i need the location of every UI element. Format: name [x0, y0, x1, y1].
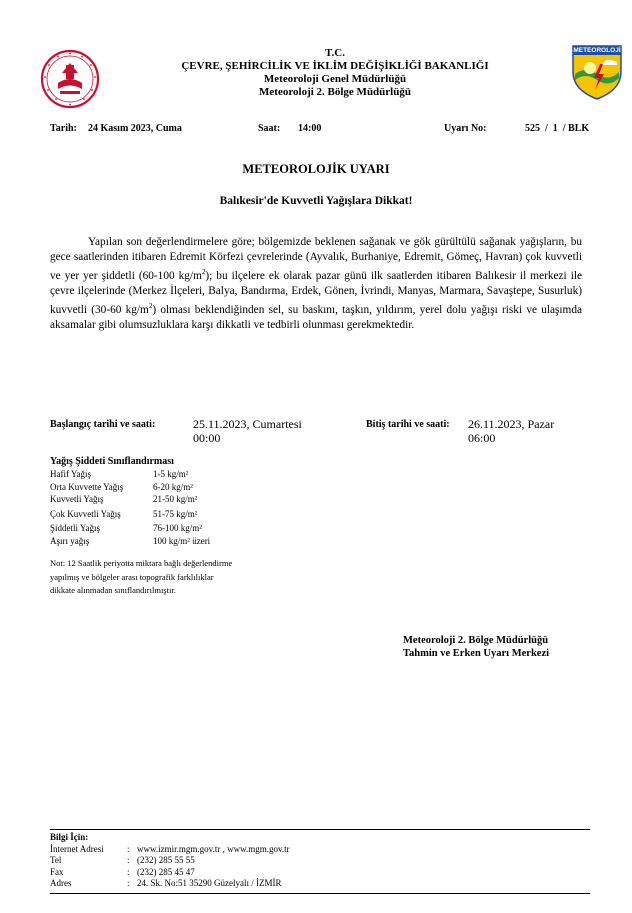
footer-value: (232) 285 55 55 — [137, 855, 195, 865]
warning-paragraph — [50, 235, 582, 333]
footer-key: Tel — [50, 855, 62, 865]
time-label: Saat: — [258, 123, 281, 134]
start-label: Başlangıç tarihi ve saati: — [50, 419, 156, 430]
footer-key: Adres — [50, 878, 72, 888]
class-name: Aşırı yağış — [50, 535, 90, 546]
classification-row — [50, 522, 210, 535]
header-general-directorate: Meteoroloji Genel Müdürlüğü — [263, 73, 407, 85]
signature-line-2: Tahmin ve Erken Uyarı Merkezi — [403, 648, 550, 659]
warning-no-label: Uyarı No: — [444, 123, 487, 134]
footer-sep: : — [127, 843, 130, 854]
classification-row — [50, 535, 210, 548]
class-value: 76-100 kg/m² — [153, 523, 202, 534]
class-value: 1-5 kg/m² — [153, 469, 189, 479]
footer-row — [50, 878, 290, 890]
footer-row — [50, 844, 290, 856]
warning-no-value: 525 / 1 / BLK — [525, 123, 590, 134]
end-value-line2: 06:00 — [468, 431, 496, 445]
class-value: 21-50 kg/m² — [153, 494, 198, 505]
note-line: Not: 12 Saatlik periyotta miktara bağlı değerlendirme — [50, 558, 233, 568]
footer-divider — [50, 829, 590, 830]
time-value: 14:00 — [298, 123, 322, 134]
class-name: Orta Kuvvette Yağış — [50, 481, 124, 492]
footer-contact — [50, 832, 290, 890]
class-value: 6-20 kg/m² — [153, 481, 193, 492]
class-name: Hafif Yağış — [50, 469, 92, 479]
end-label: Bitiş tarihi ve saati: — [366, 419, 450, 430]
classification-row — [50, 493, 210, 506]
classification-row — [50, 468, 210, 481]
footer-row — [50, 855, 290, 867]
header-ministry: ÇEVRE, ŞEHİRCİLİK VE İKLİM DEĞİŞİKLİĞİ BAKANLIĞI — [181, 60, 489, 72]
ministry-seal-icon — [40, 49, 100, 109]
footer-bottom-divider — [50, 893, 590, 894]
note-line: dikkate alınmadan sınıflandırılmıştır. — [50, 585, 176, 595]
header-tc: T.C. — [325, 47, 345, 59]
signature-block — [403, 634, 549, 660]
start-value-line1: 25.11.2023, Cumartesi — [193, 417, 302, 431]
paragraph-part-1: Yapılan son değerlendirmelere göre; bölgemizde beklenen sağanak ve gök gürültülü sağanak yağışların, bu gece saatlerinden itibaren Edremit Körfezi çevrelerinde (Ayvalık, Burhaniye, Edremit, Gömeç, Havran) çok kuvvetli ve yer yer şiddetli (60-100 kg/m — [50, 236, 582, 282]
class-value: 51-75 kg/m² — [153, 508, 198, 519]
classification-title: Yağış Şiddeti Sınıflandırması — [50, 456, 174, 467]
class-name: Kuvvetli Yağış — [50, 494, 104, 505]
footer-sep: : — [127, 866, 130, 877]
class-name: Şiddetli Yağış — [50, 523, 101, 534]
classification-table — [50, 468, 210, 548]
footer-key: Fax — [50, 866, 64, 877]
signature-line-1: Meteoroloji 2. Bölge Müdürlüğü — [403, 635, 549, 646]
footer-key: İnternet Adresi — [50, 843, 104, 854]
classification-row — [50, 481, 210, 494]
footer-title: Bilgi İçin: — [50, 832, 89, 842]
classification-row — [50, 508, 210, 521]
header-regional-directorate: Meteoroloji 2. Bölge Müdürlüğü — [259, 86, 411, 98]
footer-sep: : — [127, 878, 130, 888]
footer-sep: : — [127, 855, 130, 865]
footer-website-link[interactable]: www.izmir.mgm.gov.tr , www.mgm.gov.tr — [137, 843, 290, 854]
superscript-1: 2 — [201, 268, 206, 276]
footer-value: (232) 285 45 47 — [137, 866, 195, 877]
superscript-2: 2 — [148, 301, 153, 310]
start-value-line2: 00:00 — [193, 431, 221, 445]
end-value-line1: 26.11.2023, Pazar — [468, 417, 555, 431]
document-subtitle: Balıkesir'de Kuvvetli Yağışlara Dikkat! — [219, 195, 413, 207]
footer-value: 24. Sk. No:51 35290 Güzelyalı / İZMİR — [137, 878, 282, 888]
paragraph-part-3: ) olması beklendiğinden sel, su baskını, taşkın, yıldırım, yerel dolu yağışı riski ve ulaşımda aksamalar gibi olumsuzluklara karşı dikkatli ve tedbirli olunması gerekmektedir. — [50, 303, 582, 331]
date-value: 24 Kasım 2023, Cuma — [88, 123, 182, 134]
footer-row — [50, 867, 290, 879]
document-title: METEOROLOJİK UYARI — [242, 162, 390, 176]
paragraph-part-2: ); bu ilçelere ek olarak pazar günü ilk saatlerden itibaren Balıkesir il merkezi ile çevre ilçelerinde (Merkez İlçeleri, Balya, Bandırma, Erdek, Gönen, İvrindi, Manyas, Marmara, Savaştepe, Susurluk) kuvvetli (30-60 kg/m — [50, 269, 582, 316]
classification-note — [50, 557, 290, 598]
logo-text: METEOROLOJİ — [573, 47, 621, 54]
meteorology-logo-icon — [570, 44, 624, 100]
class-value: 100 kg/m² üzeri — [153, 535, 211, 546]
date-label: Tarih: — [50, 123, 77, 134]
note-line: yapılmış ve bölgeler arası topografik farklılıklar — [50, 571, 214, 582]
class-name: Çok Kuvvetli Yağış — [50, 508, 121, 519]
